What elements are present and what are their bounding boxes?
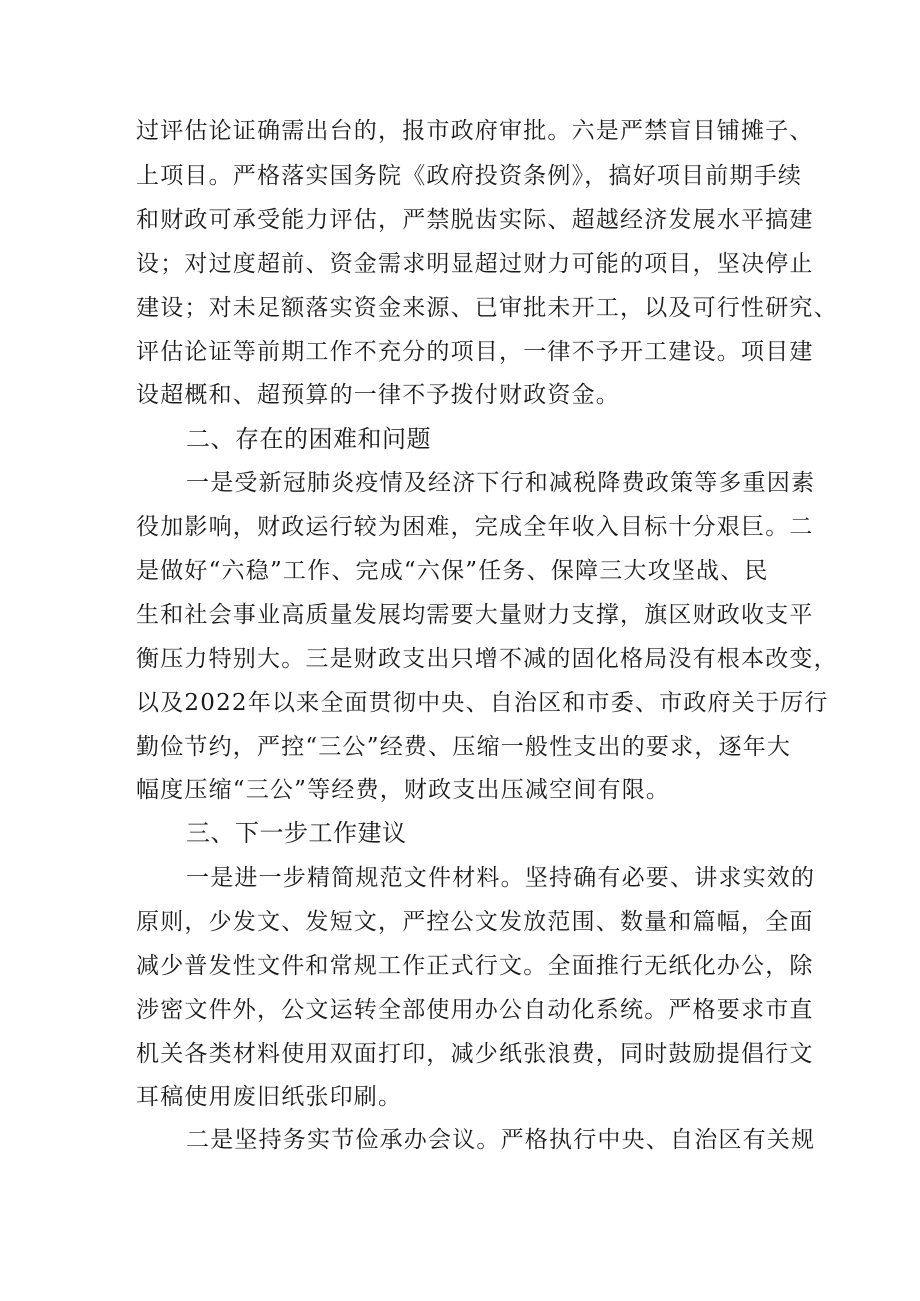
paragraph-line: 减少普发性文件和常规工作正式行文。全面推行无纸化办公，除 <box>136 953 814 979</box>
paragraph-line: 以及2022年以来全面贯彻中央、自治区和市委、市政府关于厉行 <box>136 690 829 716</box>
paragraph-line: 原则，少发文、发短文，严控公文发放范围、数量和篇幅，全面 <box>136 909 814 935</box>
paragraph-line: 生和社会事业高质量发展均需要大量财力支撑，旗区财政收支平 <box>136 602 814 628</box>
paragraph-line: 是做好“六稳”工作、完成“六保”任务、保障三大攻坚战、民 <box>136 558 769 584</box>
section-heading-2: 二、存在的困难和问题 <box>186 425 431 453</box>
paragraph-line: 耳稿使用废旧纸张印刷。 <box>136 1084 403 1110</box>
paragraph-line: 建设；对未足额落实资金来源、已审批未开工，以及可行性研究、 <box>136 295 838 321</box>
paragraph-line: 役加影响，财政运行较为困难，完成全年收入目标十分艰巨。二 <box>136 514 814 540</box>
paragraph-line: 一是进一步精简规范文件材料。坚持确有必要、讲求实效的 <box>186 865 816 891</box>
paragraph-line: 勤俭节约，严控“三公”经费、压缩一般性支出的要求，逐年大 <box>136 734 792 760</box>
paragraph-line: 设；对过度超前、资金需求明显超过财力可能的项目，坚决停止 <box>136 251 814 277</box>
paragraph-line: 涉密文件外，公文运转全部使用办公自动化系统。严格要求市直 <box>136 997 814 1023</box>
paragraph-line: 过评估论证确需出台的，报市政府审批。六是严禁盲目铺摊子、 <box>136 118 814 144</box>
paragraph-line: 设超概和、超预算的一律不予拨付财政资金。 <box>136 382 620 408</box>
section-heading-3: 三、下一步工作建议 <box>186 819 407 847</box>
paragraph-line: 机关各类材料使用双面打印，减少纸张浪费，同时鼓励提倡行文 <box>136 1041 814 1067</box>
paragraph-line: 评估论证等前期工作不充分的项目，一律不予开工建设。项目建 <box>136 339 814 365</box>
paragraph-line: 一是受新冠肺炎疫情及经济下行和减税降费政策等多重因素 <box>186 470 816 496</box>
paragraph-line: 幅度压缩“三公”等经费，财政支出压减空间有限。 <box>136 777 671 803</box>
paragraph-line: 衡压力特别大。三是财政支出只增不减的固化格局没有根本改变， <box>136 646 838 672</box>
paragraph-line: 和财政可承受能力评估，严禁脱齿实际、超越经济发展水平搞建 <box>136 207 814 233</box>
paragraph-line: 上项目。严格落实国务院《政府投资条例》，搞好项目前期手续 <box>136 163 803 189</box>
paragraph-line: 二是坚持务实节俭承办会议。严格执行中央、自治区有关规 <box>186 1127 816 1153</box>
